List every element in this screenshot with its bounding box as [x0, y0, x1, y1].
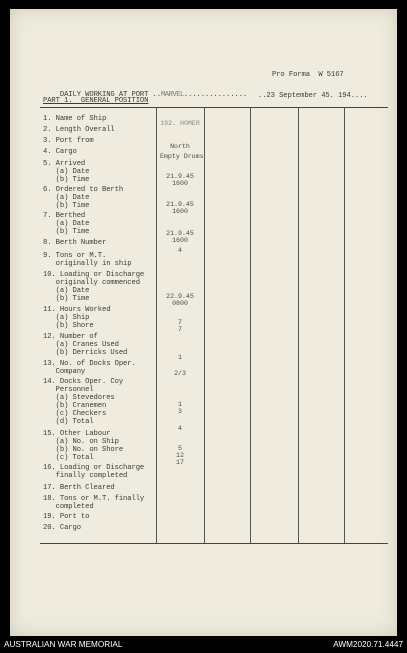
column-divider	[250, 107, 251, 543]
row-label-berth-number: 8. Berth Number	[43, 239, 107, 247]
row-label-cargo: 4. Cargo	[43, 148, 77, 156]
row-label-berth-cleared: 17. Berth Cleared	[43, 484, 115, 492]
column-divider	[298, 107, 299, 543]
row-label-docks-personnel: 14. Docks Oper. Coy Personnel (a) Stevedores (b) Cranemen (c) Checkers (d) Total	[43, 378, 124, 426]
value-ship-name: 192. HOMER	[160, 120, 200, 127]
row-label-name-of-ship: 1. Name of Ship	[43, 115, 107, 123]
row-label-port-to: 19. Port to	[43, 513, 90, 521]
row-label-number-of: 12. Number of (a) Cranes Used (b) Derricks Used	[43, 333, 128, 357]
column-divider	[156, 107, 157, 543]
form-title-text: DAILY WORKING AT PORT ..	[59, 91, 161, 99]
table-top-rule	[40, 107, 388, 108]
port-name-redacted: MARVEL	[160, 91, 184, 99]
row-label-length-overall: 2. Length Overall	[43, 126, 115, 134]
archive-footer	[0, 636, 407, 653]
document-page	[10, 9, 397, 636]
value-cargo: Empty Drums	[160, 153, 204, 160]
value-loading-commenced: 22.9.45 0800	[166, 293, 194, 307]
value-arrived: 21.9.45 1600	[166, 173, 194, 187]
value-docks-oper-company: 2/3	[174, 370, 186, 377]
row-label-other-labour: 15. Other Labour (a) No. on Ship (b) No. on Shore (c) Total	[43, 430, 124, 462]
value-stevedores-cranemen: 1 3	[178, 401, 182, 415]
archive-accession-number: AWM2020.71.4447	[333, 640, 403, 649]
value-ordered-to-berth: 21.9.45 1600	[166, 201, 194, 215]
row-label-hours-worked: 11. Hours Worked (a) Ship (b) Shore	[43, 306, 111, 330]
row-label-arrived: 5. Arrived (a) Date (b) Time	[43, 160, 90, 184]
value-berthed: 21.9.45 1600	[166, 230, 194, 244]
value-other-labour: 5 12 17	[176, 445, 184, 466]
row-label-tons-originally: 9. Tons or M.T. originally in ship	[43, 252, 132, 268]
column-divider	[204, 107, 205, 543]
row-label-loading-commenced: 10. Loading or Discharge originally commenced (a) Date (b) Time	[43, 271, 145, 303]
form-title-dots: ...............	[183, 91, 248, 99]
table-bottom-rule	[40, 543, 388, 544]
row-label-port-from: 3. Port from	[43, 137, 94, 145]
value-personnel-total: 4	[178, 425, 182, 432]
column-divider	[344, 107, 345, 543]
form-date: ..23 September 45. 194....	[258, 92, 368, 100]
value-port-from: North	[170, 143, 190, 150]
value-derricks-used: 1	[178, 354, 182, 361]
value-hours-worked: 7 7	[178, 319, 182, 333]
row-label-cargo-out: 20. Cargo	[43, 524, 81, 532]
row-label-ordered-to-berth: 6. Ordered to Berth (a) Date (b) Time	[43, 186, 124, 210]
row-label-docks-oper-company: 13. No. of Docks Oper. Company	[43, 360, 136, 376]
part-heading: PART 1. GENERAL POSITION	[43, 97, 149, 105]
value-berth-number: 4	[178, 247, 182, 254]
pro-forma-number: Pro Forma W 5167	[272, 71, 344, 79]
row-label-berthed: 7. Berthed (a) Date (b) Time	[43, 212, 90, 236]
row-label-finally-completed: 16. Loading or Discharge finally completed	[43, 464, 145, 480]
archive-name: AUSTRALIAN WAR MEMORIAL	[4, 640, 123, 649]
row-label-tons-finally: 18. Tons or M.T. finally completed	[43, 495, 145, 511]
